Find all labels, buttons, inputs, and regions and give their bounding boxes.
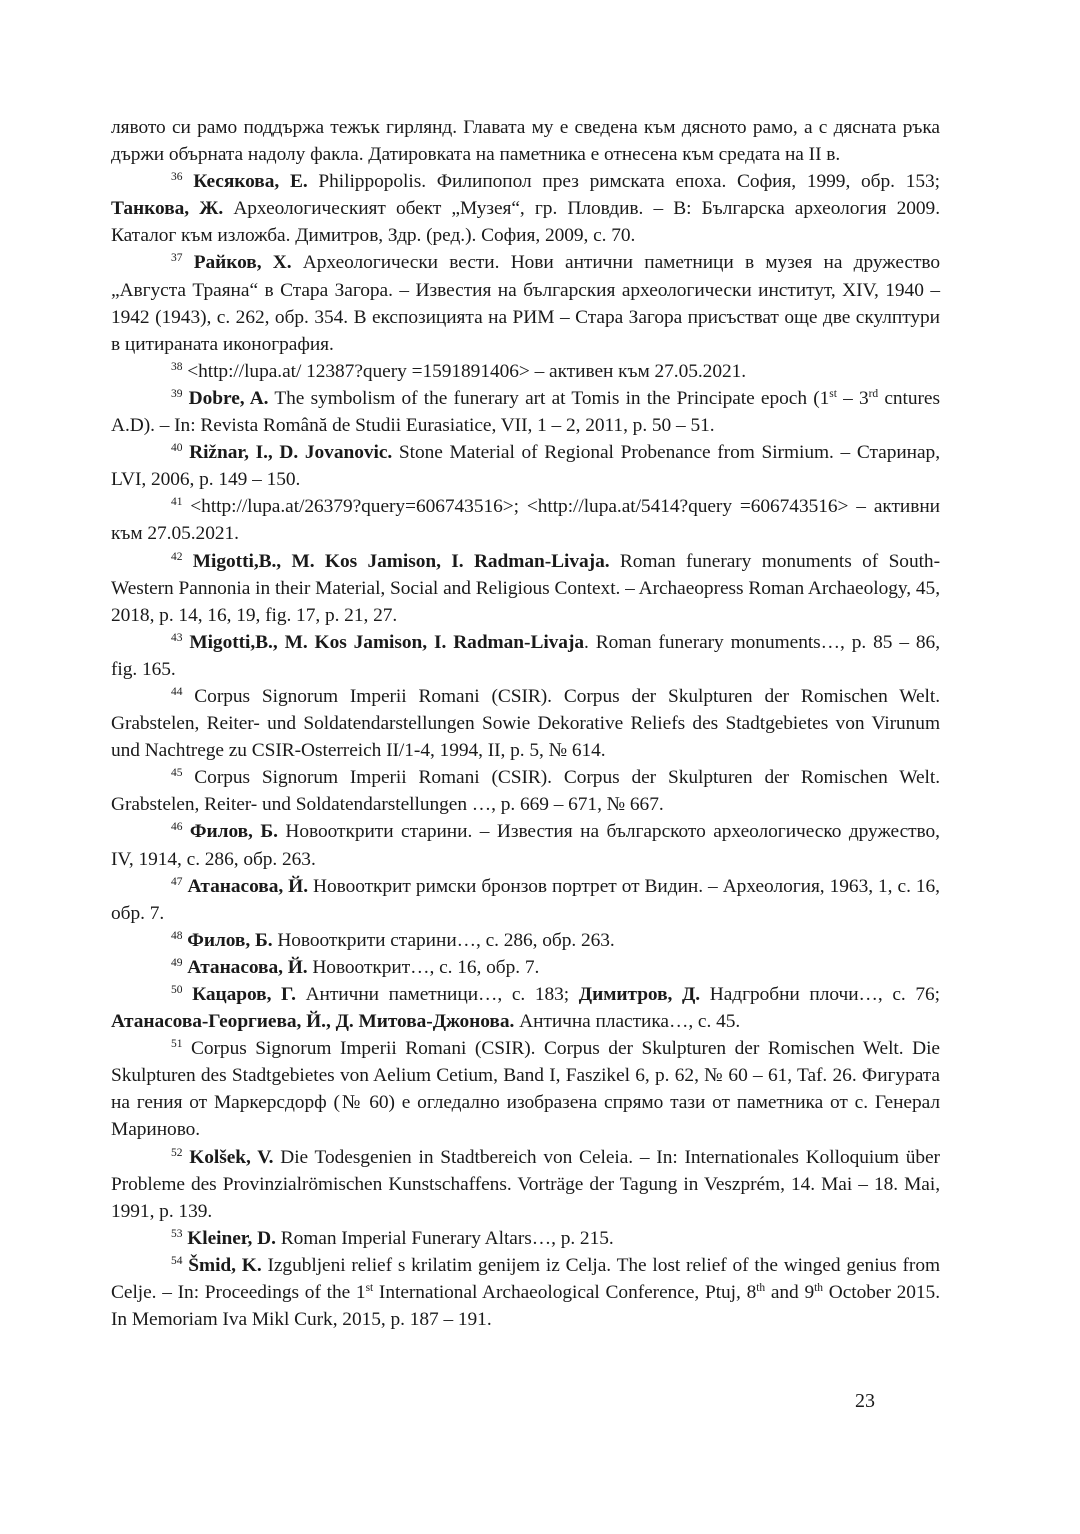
- footnote-author: Танкова, Ж.: [111, 198, 224, 220]
- footnote-text: Corpus Signorum Imperii Romani (CSIR). Corpus der Skulpturen der Romischen Welt. Grabstelen, Reiter- und Soldatendarstellungen …, p. 669 – 671, № 667.: [111, 767, 940, 816]
- footnote-number: 36: [171, 171, 183, 184]
- footnote: [111, 683, 940, 764]
- footnote-text: <http://lupa.at/ 12387?query =1591891406> – активен към 27.05.2021.: [187, 360, 747, 382]
- footnote-text: . Roman funerary monuments…, p. 85 – 86, fig. 165.: [111, 631, 940, 680]
- footnote-text: Новооткрит римски бронзов портрет от Видин. – Археология, 1963, 1, с. 16, обр. 7.: [111, 875, 940, 924]
- footnote-text: Антични паметници…, с. 183;: [295, 984, 579, 1005]
- footnote-author: Kolšek, V.: [189, 1146, 274, 1168]
- footnote: [111, 981, 940, 1035]
- footnote-number: 44: [171, 685, 183, 698]
- footnote-author: Migotti,B., M. Kos Jamison, I. Radman-Livaja: [189, 631, 585, 653]
- footnote: [111, 927, 940, 954]
- page-number: 23: [855, 1390, 875, 1412]
- footnote-text: Археологически вести. Нови антични паметници в музея на дружество „Августа Траяна“ в Стара Загора. – Известия на българския археологически институт, XIV, 1940 – 1942 (1943), с. 262, обр. 354. В експозицията на РИМ – Стара Загора присъстват още две скулптури в цитираната иконография.: [111, 252, 940, 355]
- footnote-number: 46: [171, 821, 183, 834]
- footnote-text: Stone Material of Regional Probenance from Sirmium. – Старинар, LVI, 2006, p. 149 – 150.: [111, 442, 940, 491]
- footnote: [111, 385, 940, 439]
- footnote: [111, 818, 940, 872]
- footnote-number: 47: [171, 875, 183, 888]
- footnote-number: 50: [171, 983, 183, 996]
- footnote-text: Roman funerary monuments of South-Western Pannonia in their Material, Social and Religious Context. – Archaeopress Roman Archaeology, 45, 2018, p. 14, 16, 19, fig. 17, p. 21, 27.: [111, 550, 940, 626]
- footnote-text: Новооткрит…, с. 16, обр. 7.: [307, 956, 540, 978]
- footnote-author: Филов, Б.: [189, 821, 278, 843]
- footnote-number: 45: [171, 767, 183, 780]
- footnote: [111, 629, 940, 683]
- footnote-text: International Archaeological Conference, Ptuj, 8: [373, 1282, 757, 1304]
- footnote: [111, 548, 940, 629]
- footnote-author: Димитров, Д.: [578, 984, 701, 1005]
- superscript: th: [814, 1281, 823, 1294]
- footnote-number: 38: [171, 360, 183, 373]
- footnote-text: Новооткрити старини. – Известия на българското археологическо дружество, IV, 1914, с. 286, обр. 263.: [111, 821, 940, 870]
- superscript: rd: [868, 387, 879, 400]
- footnote-author: Атанасова, Й.: [187, 875, 308, 897]
- footnote-author: Атанасова, Й.: [187, 956, 308, 978]
- footnote-author: Kleiner, D.: [187, 1227, 276, 1249]
- superscript: th: [756, 1281, 766, 1294]
- footnote-author: Райков, Х.: [193, 252, 292, 274]
- footnote-text: The symbolism of the funerary art at Tomis in the Principate epoch (1: [268, 387, 830, 409]
- footnote-text: <http://lupa.at/26379?query=606743516>; <http://lupa.at/5414?query =606743516> – активни към 27.05.2021.: [111, 496, 940, 545]
- footnote: [111, 1225, 940, 1252]
- footnote: [111, 1144, 940, 1225]
- footnote-number: 49: [171, 956, 183, 969]
- footnote-number: 40: [171, 442, 183, 454]
- footnote: [111, 168, 940, 249]
- footnote-number: 39: [171, 387, 183, 400]
- footnote-author: Rižnar, I., D. Jovanovic.: [189, 442, 393, 464]
- footnote: [111, 873, 940, 927]
- footnotes-list: [111, 168, 940, 1333]
- footnote-text: Corpus Signorum Imperii Romani (CSIR). Corpus der Skulpturen der Romischen Welt. Die Skulpturen des Stadtgebietes von Aelium Cetium, Band I, Faszikel 6, p. 62, № 60 – 61, Taf. 26. Фигурата на гения от Маркерсдорф (№ 60) е огледално изобразена спрямо тази от паметника от с. Генерал Мариново.: [111, 1038, 940, 1141]
- footnote-number: 51: [171, 1038, 183, 1051]
- footnote: [111, 1252, 940, 1333]
- footnote-number: 52: [171, 1146, 183, 1159]
- footnote-number: 43: [171, 631, 183, 644]
- footnote: [111, 249, 940, 357]
- superscript: st: [829, 387, 837, 400]
- footnote-number: 42: [171, 550, 183, 563]
- footnote-number: 41: [171, 496, 183, 509]
- footnote-text: cntures A.D). – In: Revista Română de Studii Eurasiatice, VII, 1 – 2, 2011, p. 50 – 51.: [111, 387, 940, 437]
- intro-paragraph: лявото си рамо поддържа тежък гирлянд. Главата му е сведена към дясното рамо, а с дясната ръка държи обърната надолу факла. Датировката на паметника е отнесена към средата на II в.: [111, 117, 940, 166]
- footnote: [111, 439, 940, 493]
- footnote-author: Dobre, A.: [188, 387, 269, 409]
- footnote-author: Migotti,B., M. Kos Jamison, I. Radman-Livaja.: [192, 550, 610, 572]
- footnote-number: 48: [171, 929, 183, 942]
- footnote: [111, 764, 940, 818]
- footnote-author: Кацаров, Г.: [192, 984, 296, 1005]
- footnote-number: 37: [171, 252, 183, 265]
- footnote: [111, 358, 940, 385]
- footnote-author: Филов, Б.: [187, 929, 273, 951]
- footnote-text: Антична пластика…, с. 45.: [514, 1011, 741, 1033]
- footnote: [111, 1035, 940, 1143]
- footnote-text: Археологическият обект „Музея“, гр. Пловдив. – В: Българска археология 2009. Каталог към изложба. Димитров, Здр. (ред.). София, 2009, с. 70.: [111, 198, 941, 247]
- footnote-text: Die Todesgenien in Stadtbereich von Celeia. – In: Internationales Kolloquium über Probleme des Provinzialrömischen Kunstschaffens. Vorträge der Tagung in Veszprém, 14. Mai – 18. Mai, 1991, p. 139.: [111, 1146, 940, 1222]
- footnote-author: Атанасова-Георгиева, Й., Д. Митова-Джонова.: [111, 1011, 515, 1033]
- footnote: [111, 954, 940, 981]
- footnote-text: Новооткрити старини…, с. 286, обр. 263.: [272, 929, 615, 951]
- footnote-number: 53: [171, 1227, 183, 1240]
- footnote-text: October 2015. In Memoriam Iva Mikl Curk, 2015, p. 187 – 191.: [111, 1282, 940, 1331]
- footnote-author: Кесякова, Е.: [193, 171, 308, 193]
- footnote-text: Надгробни плочи…, с. 76;: [700, 984, 940, 1005]
- footnote-text: and 9: [765, 1282, 815, 1304]
- footnote-text: Corpus Signorum Imperii Romani (CSIR). Corpus der Skulpturen der Romischen Welt. Grabstelen, Reiter- und Soldatendarstellungen Sowie Dekorative Reliefs des Stadtgebietes von Virunum und Nachtrege zu CSIR-Osterreich II/1-4, 1994, II, p. 5, № 614.: [111, 685, 940, 762]
- footnote-number: 54: [171, 1254, 183, 1267]
- footnote-text: Roman Imperial Funerary Altars…, p. 215.: [275, 1227, 614, 1249]
- footnote-text: Philippopolis. Филипопол през римската епоха. София, 1999, обр. 153;: [307, 171, 940, 193]
- footnote-author: Šmid, K.: [188, 1254, 262, 1276]
- footnote: [111, 493, 940, 547]
- footnote-text: Izgubljeni relief s krilatim genijem iz Celja. The lost relief of the winged genius from Celje. – In: Proceedings of the 1: [111, 1254, 940, 1304]
- footnote-text: – 3: [836, 387, 869, 409]
- superscript: st: [365, 1281, 374, 1294]
